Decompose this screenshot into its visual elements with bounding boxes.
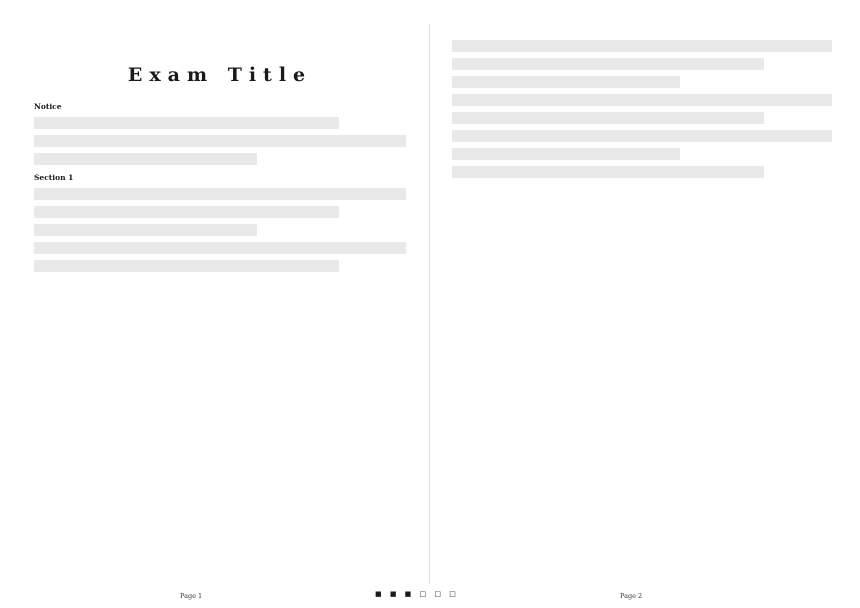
page-footer: Page 2 [620,592,643,600]
placeholder-block [452,94,832,106]
binding-marks: ■ ■ ■ □ □ □ [375,590,459,598]
placeholder-block [34,260,339,272]
placeholder-block [34,206,339,218]
placeholder-block [452,166,764,178]
placeholder-block [34,224,257,236]
placeholder-block [452,112,764,124]
placeholder-block [34,188,406,200]
placeholder-block [452,76,680,88]
placeholder-block [34,117,339,129]
page-footer: Page 1 [180,592,203,600]
exam-title: Exam Title [127,64,313,86]
placeholder-block [34,153,257,165]
placeholder-block [452,148,680,160]
placeholder-block [34,242,406,254]
placeholder-block [452,40,832,52]
notice-heading: Notice [34,102,62,111]
placeholder-block [452,130,832,142]
section-heading: Section 1 [34,173,74,182]
placeholder-block [34,135,406,147]
placeholder-block [452,58,764,70]
right-page [430,0,860,608]
